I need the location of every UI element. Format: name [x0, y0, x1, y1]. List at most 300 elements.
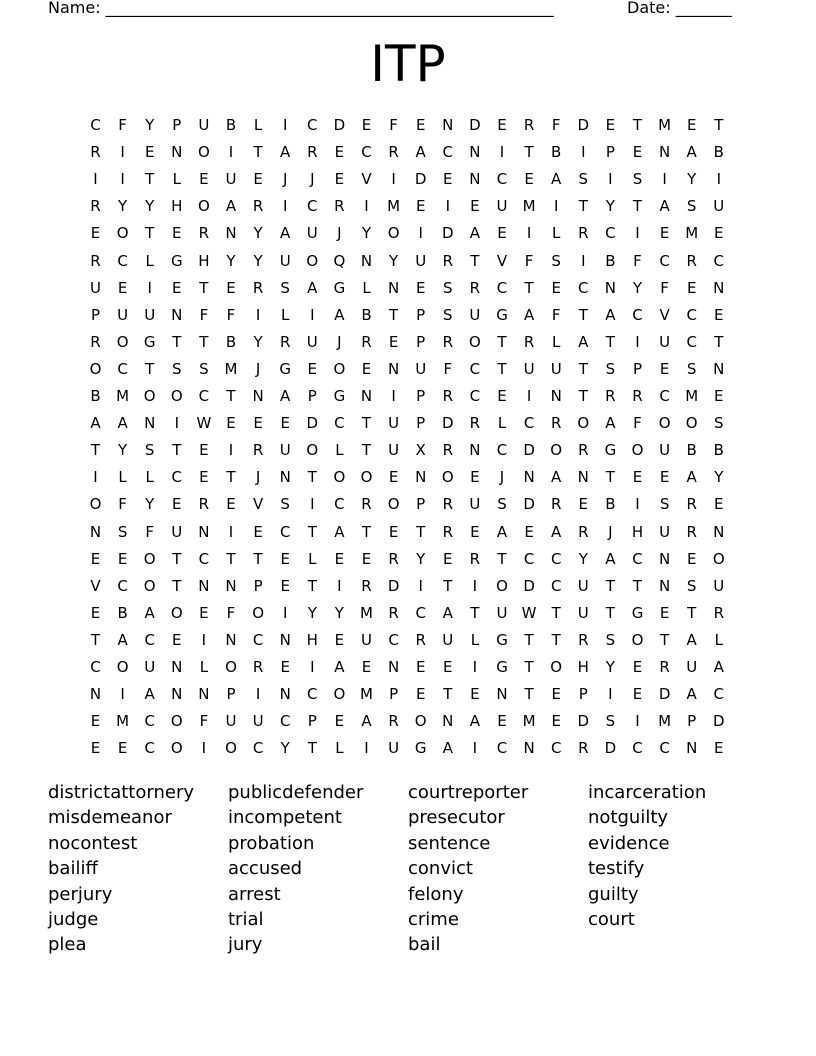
grid-letter: C: [496, 170, 508, 189]
grid-letter: D: [306, 414, 319, 433]
grid-letter: F: [633, 414, 642, 433]
grid-letter: J: [337, 224, 342, 243]
grid-letter: M: [360, 685, 373, 704]
grid-letter: T: [660, 630, 670, 649]
grid-letter: N: [387, 658, 400, 676]
grid-letter: R: [550, 414, 562, 433]
grid-letter: O: [306, 441, 319, 460]
grid-letter: D: [387, 576, 400, 595]
grid-letter: E: [253, 522, 263, 541]
word-item: courtreporter: [408, 782, 529, 803]
grid-letter: Y: [253, 332, 263, 351]
word-item: bail: [408, 934, 441, 956]
grid-letter: C: [144, 739, 155, 758]
grid-letter: T: [551, 630, 561, 649]
grid-letter: B: [361, 305, 372, 324]
grid-letter: U: [117, 305, 129, 324]
grid-letter: Y: [145, 495, 155, 514]
grid-letter: T: [470, 251, 480, 270]
grid-letter: D: [442, 224, 454, 243]
grid-letter: R: [442, 522, 454, 541]
header: [48, 0, 768, 20]
grid-letter: N: [279, 630, 291, 649]
grid-letter: E: [280, 549, 290, 568]
grid-letter: T: [172, 441, 182, 460]
grid-letter: C: [117, 359, 128, 378]
grid-letter: E: [334, 549, 345, 568]
grid-letter: Y: [145, 197, 155, 216]
word-item: plea: [48, 934, 87, 956]
grid-letter: O: [116, 658, 129, 676]
grid-row: [82, 654, 732, 681]
grid-letter: E: [470, 197, 480, 216]
grid-letter: C: [469, 359, 481, 378]
grid-letter: O: [143, 549, 156, 568]
grid-letter: A: [686, 468, 697, 487]
grid-letter: G: [496, 630, 508, 649]
grid-letter: T: [524, 278, 534, 297]
grid-letter: N: [442, 116, 454, 134]
grid-letter: J: [337, 332, 342, 351]
grid-letter: J: [499, 468, 505, 487]
word-item: districtattornery: [48, 782, 194, 803]
word-item: felony: [408, 883, 464, 905]
grid-letter: N: [89, 685, 102, 704]
grid-letter: N: [171, 658, 183, 676]
grid-letter: E: [334, 630, 345, 649]
grid-letter: T: [172, 576, 182, 595]
grid-letter: V: [496, 251, 508, 270]
grid-letter: O: [333, 468, 346, 487]
grid-letter: I: [93, 170, 98, 189]
grid-letter: N: [198, 576, 210, 595]
grid-row: [82, 383, 732, 410]
grid-letter: T: [307, 522, 317, 541]
grid-letter: U: [523, 359, 535, 378]
word-item: court: [588, 908, 635, 930]
grid-letter: Y: [145, 116, 155, 134]
grid-letter: R: [442, 387, 454, 405]
grid-letter: R: [713, 603, 725, 622]
grid-letter: A: [280, 224, 291, 243]
grid-letter: O: [116, 224, 129, 243]
grid-letter: T: [578, 359, 588, 378]
grid-letter: O: [360, 468, 373, 487]
grid-letter: U: [659, 332, 671, 351]
grid-letter: U: [306, 224, 318, 243]
word-column: [408, 780, 588, 958]
grid-letter: O: [631, 441, 644, 460]
grid-letter: H: [198, 251, 210, 270]
grid-letter: C: [469, 387, 481, 405]
grid-letter: T: [524, 630, 534, 649]
grid-letter: Y: [307, 603, 317, 622]
grid-letter: I: [228, 143, 234, 162]
grid-row: [82, 139, 732, 166]
grid-letter: I: [337, 576, 342, 595]
grid-letter: M: [685, 224, 699, 243]
grid-letter: O: [170, 387, 183, 405]
grid-letter: I: [608, 170, 613, 189]
grid-letter: R: [686, 251, 697, 270]
grid-letter: S: [605, 712, 616, 731]
grid-letter: C: [550, 576, 562, 595]
grid-letter: U: [550, 359, 562, 378]
grid-row: [82, 329, 732, 356]
grid-letter: P: [90, 305, 101, 324]
grid-letter: N: [469, 170, 481, 189]
grid-letter: N: [658, 576, 671, 595]
grid-row: [82, 573, 732, 600]
grid-letter: C: [117, 576, 128, 595]
grid-letter: E: [470, 468, 480, 487]
grid-letter: L: [281, 305, 290, 324]
grid-letter: R: [252, 658, 264, 676]
grid-letter: A: [144, 603, 155, 622]
grid-letter: U: [388, 739, 400, 758]
grid-letter: I: [310, 495, 315, 514]
grid-letter: C: [144, 712, 155, 731]
grid-letter: T: [497, 332, 507, 351]
grid-letter: E: [659, 224, 670, 243]
grid-letter: R: [578, 441, 589, 460]
grid-letter: I: [526, 387, 532, 405]
grid-letter: A: [334, 305, 345, 324]
grid-letter: T: [253, 549, 263, 568]
grid-letter: A: [686, 143, 697, 162]
grid-letter: N: [279, 685, 291, 704]
grid-letter: C: [686, 332, 697, 351]
grid-letter: C: [252, 739, 264, 758]
grid-letter: C: [659, 739, 670, 758]
grid-letter: N: [713, 522, 725, 541]
grid-letter: D: [523, 441, 535, 460]
grid-letter: E: [659, 603, 670, 622]
grid-letter: M: [658, 116, 672, 134]
grid-letter: G: [604, 441, 617, 460]
grid-letter: E: [632, 468, 643, 487]
grid-letter: I: [581, 251, 586, 270]
grid-letter: I: [635, 712, 640, 731]
grid-letter: T: [687, 603, 697, 622]
grid-letter: O: [170, 712, 183, 731]
grid-letter: N: [360, 387, 373, 405]
grid-letter: F: [660, 278, 669, 297]
grid-letter: E: [334, 712, 345, 731]
grid-letter: C: [496, 441, 508, 460]
word-item: convict: [408, 858, 473, 880]
grid-letter: B: [605, 495, 616, 514]
grid-letter: T: [578, 197, 588, 216]
grid-letter: T: [551, 603, 561, 622]
grid-letter: C: [252, 630, 264, 649]
grid-letter: Y: [226, 251, 236, 270]
grid-letter: R: [90, 251, 101, 270]
word-item: bailiff: [48, 858, 98, 880]
grid-letter: T: [470, 603, 480, 622]
grid-row: [82, 464, 732, 491]
grid-letter: C: [198, 549, 210, 568]
name-field-label: Name: ________________________________________________________: [48, 0, 554, 17]
grid-letter: E: [90, 224, 101, 243]
grid-letter: M: [224, 359, 238, 378]
grid-letter: T: [632, 576, 643, 595]
grid-letter: I: [418, 576, 423, 595]
grid-row: [82, 627, 732, 654]
grid-letter: A: [225, 197, 237, 216]
grid-letter: F: [551, 305, 561, 324]
grid-letter: D: [523, 495, 535, 514]
grid-row: [82, 735, 732, 762]
grid-letter: C: [632, 739, 643, 758]
grid-letter: M: [116, 712, 130, 731]
grid-letter: E: [172, 630, 182, 649]
grid-letter: S: [117, 522, 128, 541]
grid-letter: U: [171, 522, 183, 541]
grid-letter: M: [116, 387, 130, 405]
grid-letter: E: [497, 224, 507, 243]
grid-letter: T: [226, 468, 236, 487]
grid-row: [82, 275, 732, 302]
grid-letter: R: [632, 387, 643, 405]
grid-letter: D: [577, 116, 590, 134]
grid-letter: N: [225, 224, 237, 243]
grid-letter: L: [552, 332, 561, 351]
grid-letter: N: [225, 576, 237, 595]
grid-letter: U: [469, 305, 481, 324]
grid-letter: A: [307, 278, 318, 297]
grid-letter: A: [551, 468, 562, 487]
grid-row: [82, 248, 732, 275]
grid-letter: J: [255, 359, 261, 378]
grid-letter: O: [577, 414, 590, 433]
grid-letter: M: [387, 197, 401, 216]
grid-letter: R: [415, 630, 426, 649]
grid-letter: F: [199, 712, 209, 731]
grid-letter: O: [225, 658, 237, 676]
grid-letter: T: [253, 143, 263, 162]
grid-letter: C: [307, 685, 318, 704]
grid-letter: T: [172, 332, 182, 351]
word-item: sentence: [408, 832, 491, 854]
grid-letter: E: [714, 224, 724, 243]
grid-letter: H: [306, 630, 318, 649]
grid-letter: R: [578, 630, 589, 649]
grid-letter: T: [524, 685, 534, 704]
grid-letter: O: [252, 603, 264, 622]
grid-letter: E: [253, 414, 263, 433]
grid-letter: O: [387, 224, 400, 243]
grid-letter: U: [686, 658, 698, 676]
grid-letter: R: [361, 332, 372, 351]
grid-letter: C: [632, 305, 643, 324]
grid-letter: C: [279, 522, 291, 541]
grid-letter: S: [443, 305, 453, 324]
grid-letter: A: [686, 630, 697, 649]
grid-letter: E: [714, 305, 724, 324]
grid-row: [82, 681, 732, 708]
grid-letter: N: [198, 522, 210, 541]
grid-letter: U: [415, 251, 427, 270]
grid-letter: P: [416, 332, 426, 351]
word-item: probation: [228, 832, 315, 854]
grid-letter: S: [144, 441, 155, 460]
grid-letter: I: [418, 224, 423, 243]
grid-letter: D: [442, 414, 454, 433]
grid-letter: J: [608, 522, 613, 541]
page-title: ITP: [370, 35, 446, 93]
grid-letter: U: [361, 630, 372, 649]
grid-letter: S: [686, 576, 697, 595]
grid-letter: I: [282, 197, 288, 216]
grid-letter: Y: [361, 224, 372, 243]
grid-letter: R: [198, 224, 210, 243]
grid-letter: F: [199, 305, 209, 324]
grid-letter: E: [199, 441, 209, 460]
grid-letter: F: [389, 116, 398, 134]
grid-letter: I: [553, 197, 559, 216]
grid-letter: I: [472, 658, 478, 676]
grid-letter: E: [497, 387, 507, 405]
grid-letter: I: [255, 685, 261, 704]
grid-letter: I: [310, 658, 315, 676]
grid-letter: I: [364, 739, 369, 758]
word-item: incompetent: [228, 807, 342, 829]
grid-letter: Y: [118, 441, 128, 460]
grid-letter: U: [144, 305, 156, 324]
grid-letter: Y: [632, 278, 643, 297]
grid-letter: T: [714, 116, 724, 134]
grid-letter: R: [90, 197, 101, 216]
word-item: misdemeanor: [48, 807, 172, 829]
grid-letter: N: [89, 522, 102, 541]
grid-letter: E: [90, 549, 101, 568]
grid-letter: Y: [416, 549, 426, 568]
grid-letter: A: [496, 522, 508, 541]
grid-letter: E: [388, 332, 399, 351]
grid-letter: N: [252, 387, 264, 405]
grid-letter: N: [713, 359, 725, 378]
grid-letter: E: [524, 170, 534, 189]
grid-letter: E: [226, 495, 236, 514]
grid-letter: R: [469, 278, 481, 297]
grid-row: [82, 166, 732, 193]
grid-letter: Y: [605, 658, 615, 676]
grid-letter: E: [117, 278, 128, 297]
grid-letter: T: [145, 170, 155, 189]
grid-letter: N: [387, 278, 400, 297]
grid-letter: T: [307, 468, 317, 487]
grid-letter: B: [225, 332, 237, 351]
grid-row: [82, 410, 732, 437]
grid-letter: N: [415, 468, 427, 487]
grid-letter: Y: [605, 197, 615, 216]
word-item: nocontest: [48, 832, 138, 854]
grid-letter: L: [335, 441, 344, 460]
grid-letter: L: [118, 468, 127, 487]
grid-letter: E: [388, 468, 399, 487]
grid-letter: T: [361, 441, 372, 460]
grid-letter: O: [468, 332, 481, 351]
grid-letter: Q: [333, 251, 346, 270]
word-item: jury: [228, 934, 263, 956]
grid-letter: H: [631, 522, 644, 541]
grid-letter: P: [605, 143, 615, 162]
grid-letter: E: [90, 712, 101, 731]
grid-row: [82, 112, 732, 139]
grid-letter: T: [605, 576, 615, 595]
grid-letter: C: [578, 278, 589, 297]
grid-letter: S: [172, 359, 182, 378]
grid-letter: R: [469, 549, 481, 568]
grid-letter: L: [362, 278, 371, 297]
grid-letter: T: [226, 387, 236, 405]
grid-letter: F: [145, 522, 154, 541]
grid-letter: R: [279, 332, 291, 351]
grid-letter: C: [90, 658, 101, 676]
grid-letter: N: [171, 305, 183, 324]
grid-letter: S: [659, 495, 670, 514]
grid-letter: E: [686, 549, 697, 568]
grid-letter: I: [635, 224, 640, 243]
grid-letter: R: [252, 441, 264, 460]
grid-letter: C: [659, 387, 670, 405]
grid-letter: U: [577, 603, 589, 622]
grid-letter: L: [145, 251, 154, 270]
grid-letter: R: [361, 576, 372, 595]
grid-letter: G: [414, 739, 427, 758]
grid-letter: E: [117, 549, 128, 568]
grid-letter: V: [90, 576, 101, 595]
grid-row: [82, 600, 732, 627]
grid-letter: C: [361, 143, 372, 162]
grid-letter: R: [334, 197, 345, 216]
grid-letter: F: [226, 603, 236, 622]
grid-letter: Y: [687, 170, 697, 189]
grid-letter: J: [282, 170, 288, 189]
grid-letter: E: [632, 658, 643, 676]
grid-letter: U: [415, 359, 427, 378]
grid-letter: H: [171, 197, 183, 216]
grid-letter: E: [280, 576, 290, 595]
grid-letter: F: [633, 251, 642, 270]
grid-letter: O: [333, 685, 346, 704]
grid-letter: E: [334, 143, 345, 162]
grid-letter: C: [117, 251, 128, 270]
grid-letter: N: [523, 739, 535, 758]
grid-letter: C: [550, 549, 562, 568]
grid-letter: E: [470, 685, 480, 704]
grid-letter: N: [360, 251, 373, 270]
grid-row: [82, 302, 732, 329]
grid-letter: T: [307, 739, 317, 758]
grid-letter: C: [415, 603, 426, 622]
grid-letter: Y: [578, 549, 588, 568]
grid-letter: I: [255, 305, 261, 324]
grid-letter: U: [496, 603, 508, 622]
grid-letter: R: [686, 522, 697, 541]
grid-letter: S: [280, 278, 290, 297]
grid-letter: E: [361, 549, 372, 568]
grid-letter: E: [361, 116, 372, 134]
grid-letter: E: [659, 359, 670, 378]
grid-letter: P: [253, 576, 263, 595]
grid-letter: O: [306, 251, 319, 270]
grid-row: [82, 356, 732, 383]
grid-letter: E: [199, 170, 209, 189]
grid-letter: R: [578, 739, 589, 758]
grid-letter: I: [147, 278, 152, 297]
